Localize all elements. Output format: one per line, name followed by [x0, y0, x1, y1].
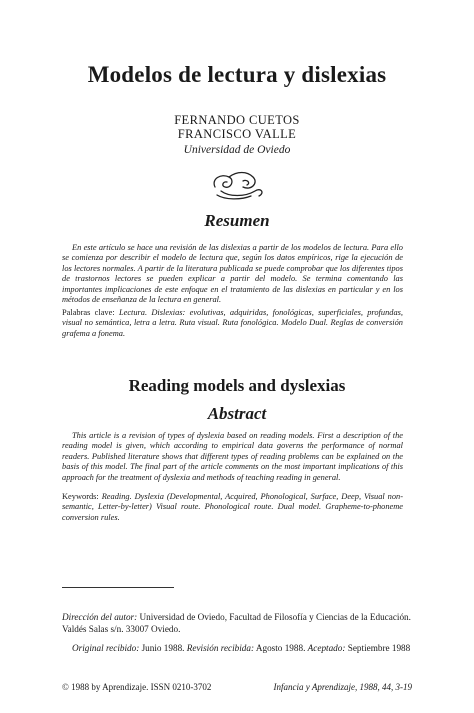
author-block — [0, 113, 474, 158]
keywords-en — [62, 492, 403, 523]
abstract-heading: Abstract — [207, 404, 267, 423]
received-label: Original recibido: — [72, 643, 140, 653]
paper-title: Modelos de lectura y dislexias — [87, 62, 387, 87]
author-name: FERNANDO CUETOS — [174, 113, 300, 127]
accepted-date: Septiembre 1988 — [347, 643, 411, 653]
address-text: Universidad de Oviedo, Facultad de Filosofía y Ciencias de la Educación. Valdés Salas s/n. 33007 Oviedo. — [62, 612, 411, 634]
address-label: Dirección del autor: — [62, 612, 138, 622]
submission-dates — [72, 642, 422, 654]
keywords-label: Palabras clave: — [62, 308, 115, 317]
resumen-heading: Resumen — [204, 211, 270, 230]
resumen-body: En este artículo se hace una revisión de las dislexias a partir de los modelos de lectura. Para ello se comienza por describir el modelo de lectura que, según los datos empíricos, rige la ejecución de los lectores normales. A partir de la literatura publicada se puede comprobar que los diferentes tipos de trastornos lectores se pueden explicar a partir del modelo. Se termina comentando las importantes implicaciones de este enfoque en el tratamiento de las dislexias en particular y en los métodos de enseñanza de la lectura en general. — [62, 243, 403, 305]
english-title: Reading models and dyslexias — [128, 376, 346, 395]
received-date: Junio 1988. — [141, 643, 185, 653]
abstract-body: This article is a revision of types of dyslexia based on reading models. First a description of the reading model is given, which according to empirical data governs the performance of normal readers. Published literature shows that different types of reading problems can be explained on the basis of this model. The final part of the article comments on the most important implications of this approach for the treatment of dyslexia and methods of teaching reading in general. — [62, 431, 403, 482]
revised-label: Revisión recibida: — [186, 643, 255, 653]
journal-citation: Infancia y Aprendizaje, 1988, 44, 3-19 — [273, 682, 412, 692]
keywords-list: Lectura. Dislexias: evolutivas, adquiridas, fonológicas, superficiales, profundas, visual no semántica, letra a letra. Ruta visual. Ruta fonológica. Modelo Dual. Reglas de conversión grafema a fonema. — [62, 308, 403, 338]
author-affiliation: Universidad de Oviedo — [183, 144, 291, 156]
keywords-list: Reading. Dyslexia (Developmental, Acquired, Phonological, Surface, Deep, Visual non-semantic, Letter-by-letter) Visual route. Phonological route. Dual model. Grapheme-to-phoneme conversion rules. — [62, 492, 403, 522]
keywords-label: Keywords: — [62, 492, 99, 501]
author-name: FRANCISCO VALLE — [177, 127, 297, 141]
palabras-clave — [62, 308, 403, 339]
revised-date: Agosto 1988. — [255, 643, 306, 653]
publisher-ornament-icon — [207, 167, 269, 201]
footnote-divider — [62, 587, 174, 588]
accepted-label: Aceptado: — [307, 643, 346, 653]
author-address — [62, 611, 412, 635]
copyright-notice: © 1988 by Aprendizaje. ISSN 0210-3702 — [62, 682, 212, 692]
